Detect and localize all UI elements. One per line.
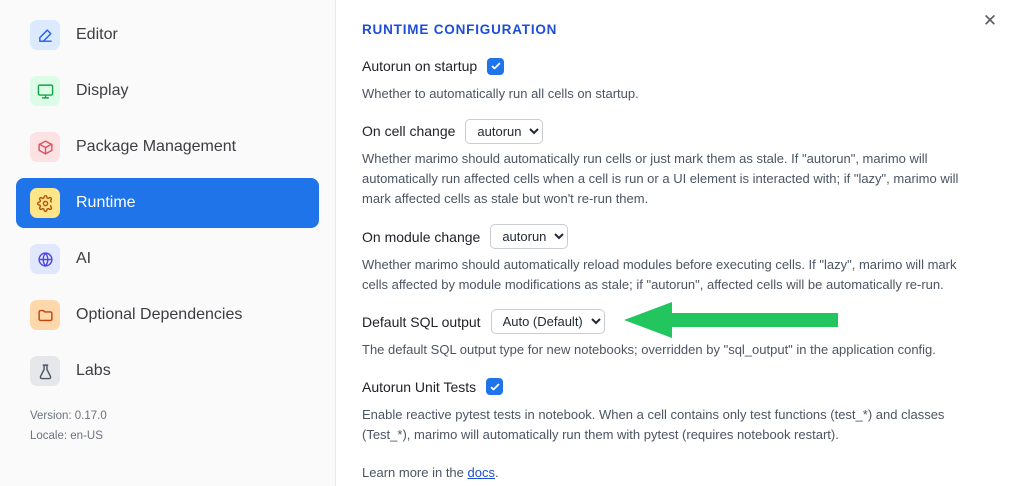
docs-link[interactable]: docs [467, 465, 495, 481]
sidebar-item-runtime[interactable] [16, 178, 319, 228]
setting-label: On cell change [362, 123, 456, 140]
settings-main-panel [336, 0, 1014, 486]
gear-icon [30, 188, 60, 218]
sidebar-item-label: AI [76, 250, 92, 267]
autorun-on-startup-checkbox[interactable] [487, 58, 504, 75]
on-module-change-select[interactable] [490, 224, 568, 249]
setting-description: The default SQL output type for new notebooks; overridden by "sql_output" in the application config. [362, 341, 936, 357]
default-sql-output-select[interactable] [491, 309, 605, 334]
box-icon [30, 132, 60, 162]
setting-autorun-on-startup [362, 53, 980, 104]
sidebar-footer [30, 406, 107, 446]
sparkle-globe-icon [30, 244, 60, 274]
sidebar-item-label: Display [76, 82, 129, 99]
sidebar-item-label: Labs [76, 362, 111, 379]
monitor-icon [30, 76, 60, 106]
setting-description: Enable reactive pytest tests in notebook. When a cell contains only test functions (test_*) and classes (Test_*), marimo will automatically run them with pytest (requires notebook restart). [362, 406, 945, 443]
sidebar-item-ai[interactable] [16, 234, 319, 284]
sidebar-item-label: Editor [76, 26, 118, 43]
docs-note-prefix: Learn more in the [362, 465, 468, 481]
page-title: RUNTIME CONFIGURATION [362, 22, 558, 37]
setting-on-cell-change [362, 118, 980, 209]
setting-label: Autorun Unit Tests [362, 378, 477, 395]
docs-note-suffix: . [494, 465, 499, 481]
setting-label: Default SQL output [362, 313, 481, 330]
pencil-square-icon [30, 20, 60, 50]
setting-description: Whether marimo should automatically run cells or just mark them as stale. If "autorun", marimo will automatically run affected cells when a cell is run or a UI element is interacted with; if "lazy", marimo will mark affected cells as stale but won't re-run them. [362, 151, 959, 207]
sidebar-item-label: Runtime [76, 194, 136, 211]
folder-icon [30, 300, 60, 330]
locale-text: Locale: en-US [30, 429, 103, 442]
sidebar-item-display[interactable] [16, 66, 319, 116]
setting-description: Whether to automatically run all cells on startup. [362, 86, 639, 101]
settings-sidebar [0, 0, 336, 486]
sidebar-item-labs[interactable] [16, 346, 319, 396]
setting-default-sql-output [362, 309, 980, 360]
setting-on-module-change [362, 224, 980, 295]
sidebar-item-editor[interactable] [16, 10, 319, 60]
on-cell-change-select[interactable] [465, 119, 543, 144]
sidebar-item-label: Package Management [76, 138, 237, 155]
setting-autorun-unit-tests [362, 374, 980, 445]
setting-description: Whether marimo should automatically reload modules before executing cells. If "lazy", marimo will mark cells affected by module modifications as stale; if "autorun", affected cells will be automatically re-run. [362, 256, 957, 292]
flask-icon [30, 356, 60, 386]
setting-label: On module change [362, 228, 481, 245]
sidebar-item-optional-dependencies[interactable] [16, 290, 319, 340]
docs-note [362, 465, 980, 480]
version-text: Version: 0.17.0 [30, 409, 107, 422]
autorun-unit-tests-checkbox[interactable] [486, 378, 503, 395]
close-icon[interactable]: ✕ [978, 8, 1002, 32]
sidebar-item-package-management[interactable] [16, 122, 319, 172]
setting-label: Autorun on startup [362, 58, 478, 74]
sidebar-item-label: Optional Dependencies [76, 306, 243, 323]
